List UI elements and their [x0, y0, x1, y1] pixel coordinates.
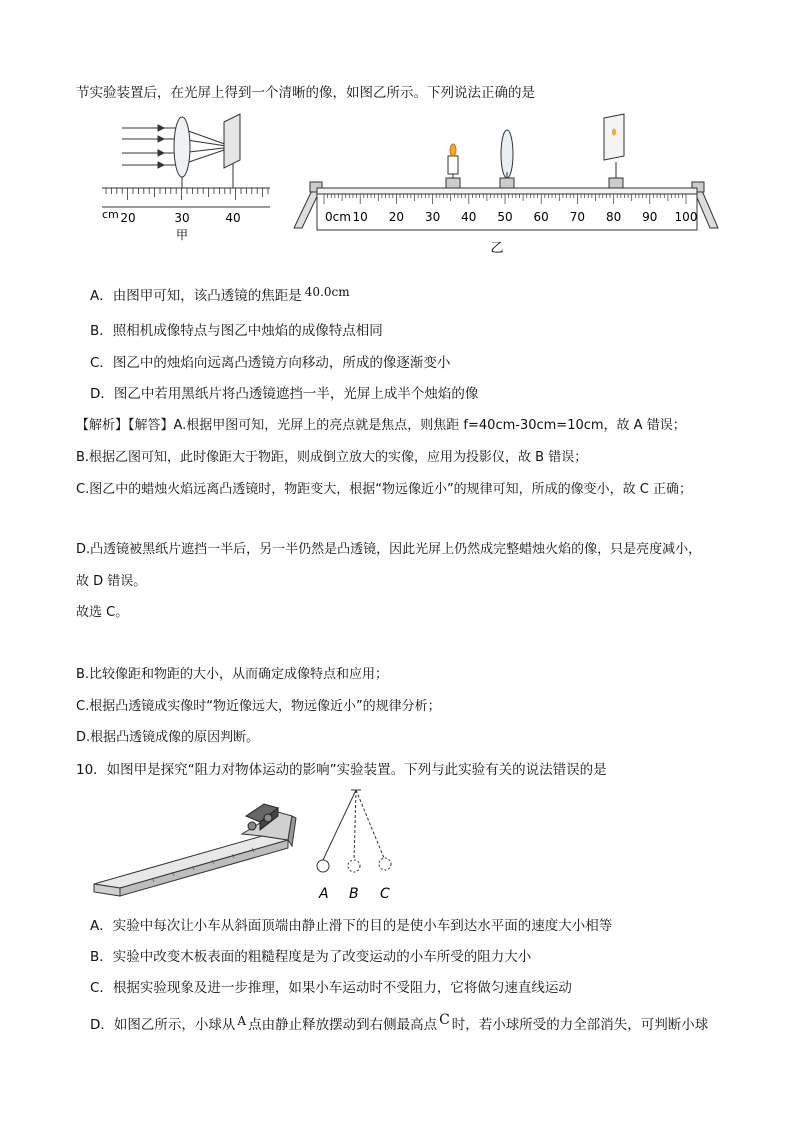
q10-option-d-point-c: C — [439, 1012, 450, 1028]
jia-unit: cm — [102, 208, 119, 221]
yi-tick-label: 50 — [497, 210, 513, 224]
yi-tick-label: 80 — [605, 210, 622, 224]
analysis-line-4: D.凸透镜被黑纸片遮挡一半后，另一半仍然是凸透镜，因此光屏上仍然成完整蜡烛火焰的像，只是亮度减小， — [76, 542, 702, 557]
q10-option-d — [90, 1012, 709, 1034]
analysis-line-1: 【解析】【解答】A.根据甲图可知，光屏上的亮点就是焦点，则焦距 f=40cm-30cm=10cm，故 A 错误； — [76, 418, 686, 433]
figure-pendulum — [305, 786, 415, 904]
q9-option-a-value: 40.0cm — [304, 285, 350, 299]
yi-tick-label: 100 — [674, 210, 698, 224]
q10-option-d-part3: 时，若小球所受的力全部消失，可判断小球 — [451, 1017, 709, 1033]
yi-tick-label: 70 — [569, 210, 586, 224]
yi-tick-label: 60 — [533, 210, 549, 224]
jia-tick-30: 30 — [174, 211, 190, 225]
yi-caption: 乙 — [490, 241, 504, 256]
q10-stem: 10．如图甲是探究“阻力对物体运动的影响”实验装置。下列与此实验有关的说法错误的是 — [76, 762, 607, 778]
jia-tick-20: 20 — [120, 211, 136, 225]
yi-tick-label: 30 — [424, 210, 441, 224]
q9-option-d: D．图乙中若用黑纸片将凸透镜遮挡一半，光屏上成半个烛焰的像 — [90, 386, 479, 402]
q10-option-d-point-a: A — [237, 1014, 247, 1028]
yi-tick-label: 40 — [461, 210, 477, 224]
q10-option-b: B．实验中改变木板表面的粗糙程度是为了改变运动的小车所受的阻力大小 — [90, 949, 532, 965]
q9-option-c: C．图乙中的烛焰向远离凸透镜方向移动，所成的像逐渐变小 — [90, 355, 451, 371]
yi-tick-label: 90 — [642, 210, 658, 224]
yi-tick-label: 20 — [388, 210, 405, 224]
jia-tick-40: 40 — [225, 211, 241, 225]
analysis-line-3: C.图乙中的蜡烛火焰远离凸透镜时，物距变大，根据“物远像近小”的规律可知，所成的像变小，故 C 正确； — [76, 482, 693, 497]
q10-option-c: C．根据实验现象及进一步推理，如果小车运动时不受阻力，它将做匀速直线运动 — [90, 980, 572, 996]
pendulum-label-c: C — [380, 886, 390, 902]
q9-option-b: B．照相机成像特点与图乙中烛焰的成像特点相同 — [90, 323, 383, 339]
yi-tick-label: 10 — [352, 210, 368, 224]
jia-caption: 甲 — [175, 228, 189, 242]
q9-option-a — [90, 287, 350, 305]
figure-jia — [100, 112, 275, 242]
analysis-line-7: B.比较像距和物距的大小，从而确定成像特点和应用； — [76, 667, 389, 682]
q9-option-a-text: A．由图甲可知，该凸透镜的焦距是 — [90, 288, 302, 304]
q9-intro: 节实验装置后，在光屏上得到一个清晰的像，如图乙所示。下列说法正确的是 — [76, 85, 535, 101]
analysis-line-8: C.根据凸透镜成实像时“物近像远大，物远像近小”的规律分析； — [76, 699, 441, 714]
q10-option-d-part1: D．如图乙所示，小球从 — [90, 1017, 236, 1033]
yi-tick-label: 0cm — [325, 210, 351, 224]
figure-ramp — [92, 796, 302, 900]
analysis-line-5: 故 D 错误。 — [76, 574, 147, 589]
pendulum-label-a: A — [319, 886, 329, 902]
pendulum-label-b: B — [349, 886, 359, 902]
figure-yi — [292, 112, 722, 262]
analysis-line-2: B.根据乙图可知，此时像距大于物距，则成倒立放大的实像，应用为投影仪，故 B 错误； — [76, 450, 588, 465]
q10-option-d-part2: 点由静止释放摆动到右侧最高点 — [248, 1017, 438, 1033]
q10-option-a: A．实验中每次让小车从斜面顶端由静止滑下的目的是使小车到达水平面的速度大小相等 — [90, 918, 613, 934]
analysis-line-6: 故选 C。 — [76, 605, 129, 620]
analysis-line-9: D.根据凸透镜成像的原因判断。 — [76, 730, 260, 745]
